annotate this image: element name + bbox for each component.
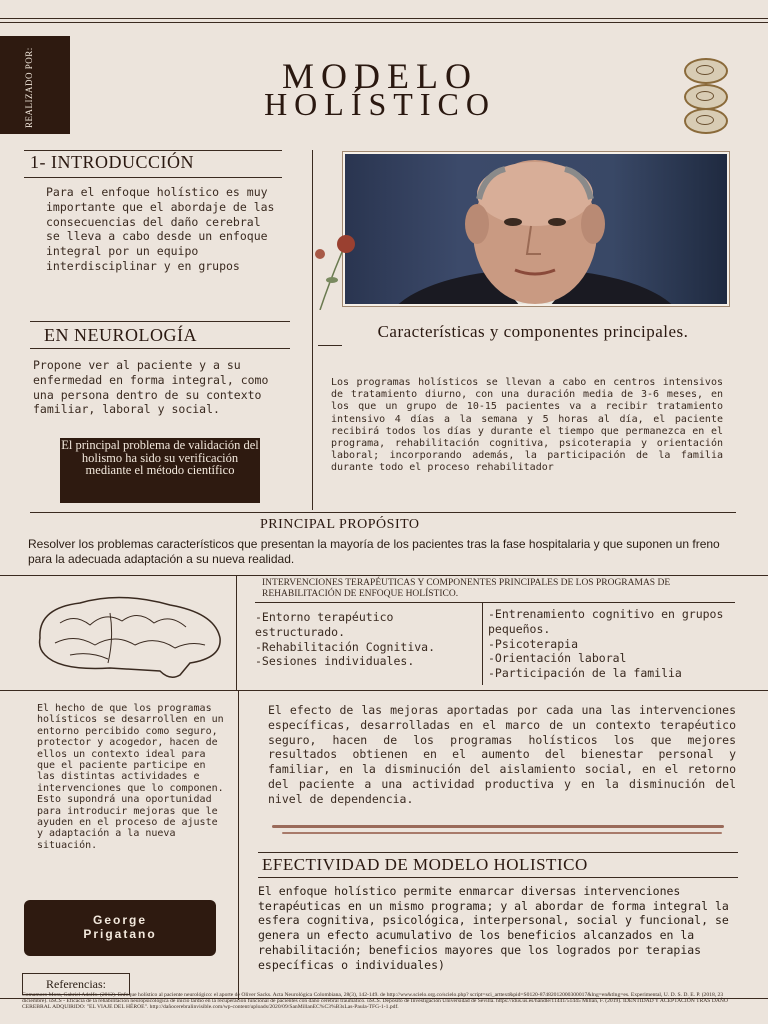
neuro-text: Propone ver al paciente y a su enfermedad en forma integral, como una persona dentro de su contexto familiar, laboral y social. [33, 358, 269, 417]
efecto-text: El efecto de las mejoras aportadas por cada una las intervenciones específicas, desarrolladas en el marco de un contexto terapéutico seguro, hacen de los programas holísticos los que mejores resultados obtienen en el aumento del bienestar personal y familiar, en la disminución del aislamiento social, en el retorno del paciente a una actividad productiva y en la disminución del nivel de dependencia. [268, 703, 736, 806]
page-title-line1: MODELO [282, 56, 478, 96]
caracteristicas-heading: Características y componentes principales. [377, 322, 689, 341]
author-last-name: Prigatano [83, 927, 157, 941]
author-side-tab [0, 36, 70, 134]
list-item: -Entorno terapéutico estructurado. [255, 610, 394, 639]
list-item: -Psicoterapia [488, 636, 579, 651]
rose-icon [300, 230, 370, 310]
portrait-illustration [345, 154, 727, 304]
list-item: -Entrenamiento cognitivo en grupos pequeños. [488, 607, 724, 636]
divider-stroke [272, 825, 724, 828]
intro-heading: 1- INTRODUCCIÓN [30, 152, 194, 172]
list-item: -Participación de la familia [488, 666, 682, 681]
neuro-heading: EN NEUROLOGÍA [44, 325, 197, 345]
pocket-watch-icon [684, 108, 728, 134]
neuro-note-box: El principal problema de validación del holismo ha sido su verificación mediante el método científico [60, 438, 260, 503]
brain-icon [30, 593, 230, 683]
divider-stroke [282, 832, 722, 834]
caracteristicas-text: Los programas holísticos se llevan a cabo en centros intensivos de tratamiento diurno, con una duración media de 3-6 meses, en los que un grupo de 10-15 pacientes va a recibir tratamiento intensivo 4 días a la semana y 5 horas al día, el paciente recibirá todos los días y durante el tiempo que permanezca en el programa, rehabilitación cognitiva, psicoterapia y orientación laboral; incorporando además, la participación de la familia durante todo el proceso rehabilitador [331, 377, 723, 474]
page-title-line2: HOLÍSTICO [264, 86, 496, 122]
author-photo [343, 152, 729, 306]
list-item: -Rehabilitación Cognitiva. [255, 639, 436, 654]
proposito-text: Resolver los problemas característicos que presentan la mayoría de los pacientes tras la fase hospitalaria y que suponen un freno para la adecuada adaptación a su nueva realidad. [28, 537, 720, 566]
side-label: REALIZADO POR: [24, 47, 34, 128]
list-item: -Sesiones individuales. [255, 654, 415, 669]
author-box [24, 900, 216, 956]
list-item: -Orientación laboral [488, 651, 627, 666]
pocket-watch-icon [684, 84, 728, 110]
proposito-heading: PRINCIPAL PROPÓSITO [260, 517, 420, 532]
intervenciones-right-list [488, 607, 738, 681]
intro-text: Para el enfoque holístico es muy importante que el abordaje de las consecuencias del daño cerebral se lleva a cabo desde un enfoque integral por un equipo interdisciplinar y en grupos [46, 185, 275, 273]
hecho-text: El hecho de que los programas holísticos se desarrollen en un entorno percibido como seguro, protector y acogedor, hacen de ellos un contexto ideal para que el paciente participe en las distintas actividades e intervenciones que lo componen. Esto supondrá una oportunidad para introducir mejoras que le ayuden en el proceso de ajuste y adaptación a la nueva situación. [37, 703, 224, 851]
pocket-watch-icon [684, 58, 728, 84]
efectividad-text: El enfoque holístico permite enmarcar diversas intervenciones terapéuticas en un mismo programa; y al abordar de forma integral la esfera cognitiva, psicológica, interpersonal, social y funcional, se genera un efecto acumulativo de los beneficios alcanzados en la rehabilitación; beneficios mayores que los logrados por terapias específicas o individuales) [258, 884, 729, 972]
intervenciones-left-list [255, 610, 470, 669]
intervenciones-heading: INTERVENCIONES TERAPÉUTICAS Y COMPONENTES PRINCIPALES DE LOS PROGRAMAS DE REHABILITACIÓN DE ENFOQUE HOLÍSTICO. [262, 578, 671, 599]
efectividad-heading: EFECTIVIDAD DE MODELO HOLISTICO [262, 855, 588, 874]
references-text: Comamoro Mora, Gabriel Adolfo. (2012). Enfoque holístico al paciente neurológico: el aporte de Oliver Sacks. Acta Neurológica Colombiana, 28(3), 142-149. de http://www.scielo.org.co/scielo.php? script=sci_arttext&pid=S0120-87482012000300017&lng=en&tlng=es. Experimental, U. D. S. D. E. P. (2018, 23 diciembre). uSCS - Eficacia de la rehabilitación neuropsicológica de inicio tardío en la recuperación funcional de pacientes con daño cerebral traumático. uSCS. Depósito de Investigación Universidad de Sevilla. https://idus.us.es/handle/11441/51445 Millan, F. (2019). IDENTIDAD Y ACEPTACIÓN TRAS DAÑO CEREBRAL ADQUIRIDO: "EL VIAJE DEL HÉROE". http://dañocerebralinvisible.com/wp-content/uploads/2020/09/SanMillanEC%C3%B3sLas-Paula-TFG-1-1.pdf. [22, 992, 728, 1011]
author-first-name: George [92, 913, 147, 927]
references-label: Referencias: [22, 973, 130, 995]
